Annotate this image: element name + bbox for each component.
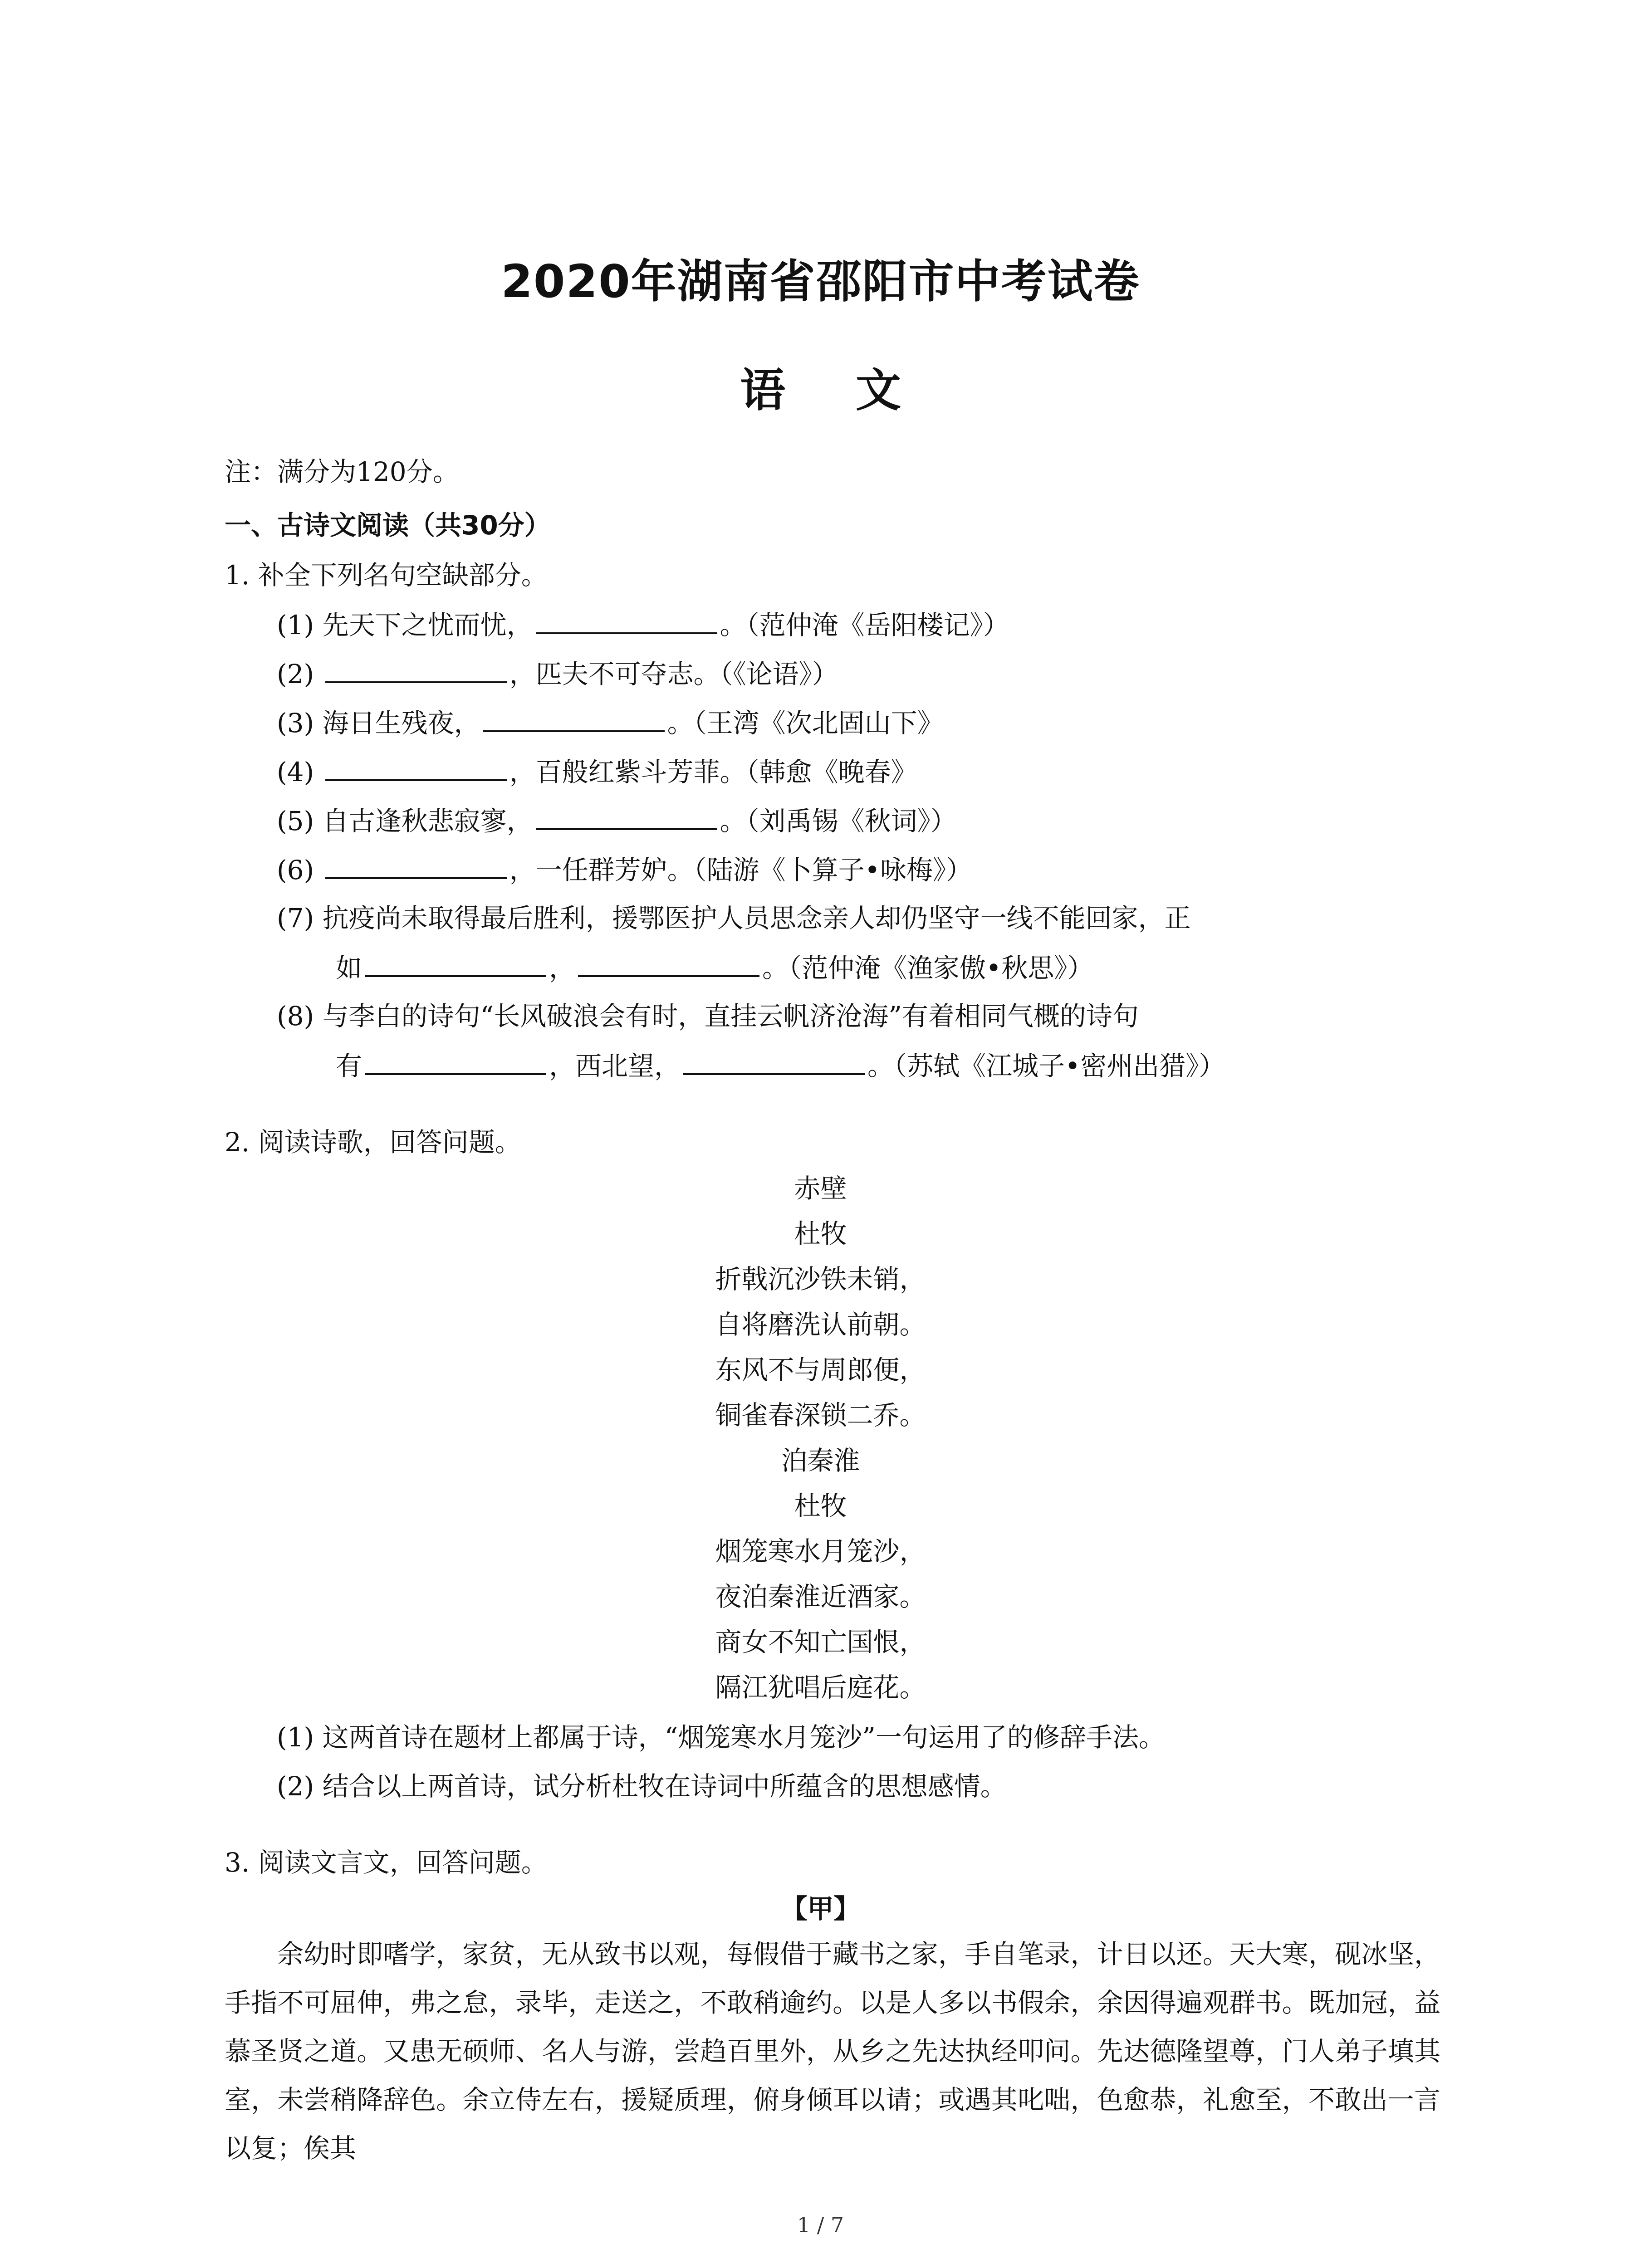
answer-blank[interactable]	[365, 949, 546, 977]
q1-item	[277, 851, 972, 888]
item-number: (6)	[277, 855, 314, 885]
item-text-after: ，一任群芳妒。（陆游《卜算子•咏梅》）	[509, 855, 972, 885]
q1-item-continuation	[336, 949, 1093, 986]
classical-passage: 余幼时即嗜学，家贫，无从致书以观，每假借于藏书之家，手自笔录，计日以还。天大寒，砚冰坚，手指不可屈伸，弗之怠，录毕，走送之，不敢稍逾约。以是人多以书假余，余因得遍观群书。既加冠，益慕圣贤之道。又患无硕师、名人与游，尝趋百里外，从乡之先达执经叩问。先达德隆望尊，门人弟子填其室，未尝稍降辞色。余立侍左右，援疑质理，俯身倾耳以请；或遇其叱咄，色愈恭，礼愈至，不敢出一言以复；俟其	[225, 1939, 1440, 2164]
q1-item	[277, 753, 917, 790]
poem-line: 铜雀春深锁二乔。	[715, 1400, 926, 1431]
poem-author: 杜牧	[794, 1491, 847, 1521]
poem-title: 泊秦淮	[781, 1445, 860, 1476]
poem-line: 自将磨洗认前朝。	[715, 1309, 926, 1340]
answer-blank[interactable]	[536, 802, 717, 830]
item-text-after: 。（范仲淹《渔家傲•秋思》）	[762, 953, 1094, 983]
item-text-before: 海日生残夜，	[322, 708, 480, 738]
item-number: (5)	[277, 806, 314, 836]
poem-line: 商女不知亡国恨，	[715, 1627, 926, 1657]
item-text-after: 。（范仲淹《岳阳楼记》）	[720, 610, 1009, 640]
q1-item	[277, 704, 944, 741]
answer-blank[interactable]	[365, 1047, 546, 1075]
q1-item	[277, 802, 957, 839]
item-text-after: ，匹夫不可夺志。（《论语》）	[509, 659, 838, 689]
item-text-before: 有	[336, 1051, 362, 1081]
poem-author: 杜牧	[794, 1218, 847, 1249]
item-number: (1)	[277, 610, 314, 640]
item-text-mid: ，	[549, 953, 576, 983]
answer-blank[interactable]	[683, 1047, 865, 1075]
poem-line: 隔江犹唱后庭花。	[715, 1672, 926, 1703]
q1-item	[277, 655, 838, 692]
q1-item-continuation	[336, 1047, 1225, 1084]
q2-sub-question: (2) 结合以上两首诗，试分析杜牧在诗词中所蕴含的思想感情。	[277, 1771, 1007, 1802]
item-text-after: 。（王湾《次北固山下》	[667, 708, 944, 738]
exam-title: 2020年湖南省邵阳市中考试卷	[501, 255, 1140, 308]
answer-blank[interactable]	[325, 655, 507, 683]
item-text-before: 先天下之忧而忧，	[322, 610, 533, 640]
section-heading: 一、古诗文阅读（共30分）	[225, 510, 551, 541]
item-text-after: ，百般红紫斗芳菲。（韩愈《晚春》	[509, 757, 917, 787]
score-note: 注：满分为120分。	[225, 456, 459, 487]
poem-line: 夜泊秦淮近酒家。	[715, 1581, 926, 1612]
subject-title: 语 文	[740, 364, 901, 417]
item-text-before: 自古逢秋悲寂寥，	[322, 806, 533, 836]
poem-line: 折戟沉沙铁未销，	[715, 1264, 926, 1295]
q2-sub-question: (1) 这两首诗在题材上都属于诗，“烟笼寒水月笼沙”一句运用了的修辞手法。	[277, 1722, 1165, 1753]
poem-line: 烟笼寒水月笼沙，	[715, 1536, 926, 1567]
item-text-mid: ，西北望，	[549, 1051, 681, 1081]
item-text: 抗疫尚未取得最后胜利，援鄂医护人员思念亲人却仍坚守一线不能回家，正	[322, 903, 1191, 934]
answer-blank[interactable]	[578, 949, 759, 977]
item-number: (3)	[277, 708, 314, 738]
q1-item	[277, 900, 1191, 936]
passage-label: 【甲】	[781, 1893, 860, 1924]
answer-blank[interactable]	[483, 704, 665, 732]
q1-item	[277, 998, 1139, 1034]
item-text-after: 。（苏轼《江城子•密州出猎》）	[867, 1051, 1225, 1081]
item-number: (4)	[277, 757, 314, 787]
item-number: (8)	[277, 1001, 314, 1031]
poem-title: 赤壁	[794, 1173, 847, 1204]
question-1-stem: 1. 补全下列名句空缺部分。	[225, 560, 548, 591]
item-text-before: 如	[336, 953, 362, 983]
item-text: 与李白的诗句“长风破浪会有时，直挂云帆济沧海”有着相同气概的诗句	[322, 1001, 1139, 1031]
answer-blank[interactable]	[325, 851, 507, 879]
item-text-after: 。（刘禹锡《秋词》）	[720, 806, 957, 836]
poem-line: 东风不与周郎便，	[715, 1354, 926, 1385]
answer-blank[interactable]	[325, 753, 507, 781]
question-3-stem: 3. 阅读文言文，回答问题。	[225, 1847, 548, 1878]
question-2-stem: 2. 阅读诗歌，回答问题。	[225, 1127, 521, 1158]
q1-item	[277, 606, 1009, 643]
item-number: (2)	[277, 659, 314, 689]
answer-blank[interactable]	[536, 606, 717, 634]
item-number: (7)	[277, 903, 314, 934]
page-number: 1 / 7	[797, 2213, 844, 2237]
